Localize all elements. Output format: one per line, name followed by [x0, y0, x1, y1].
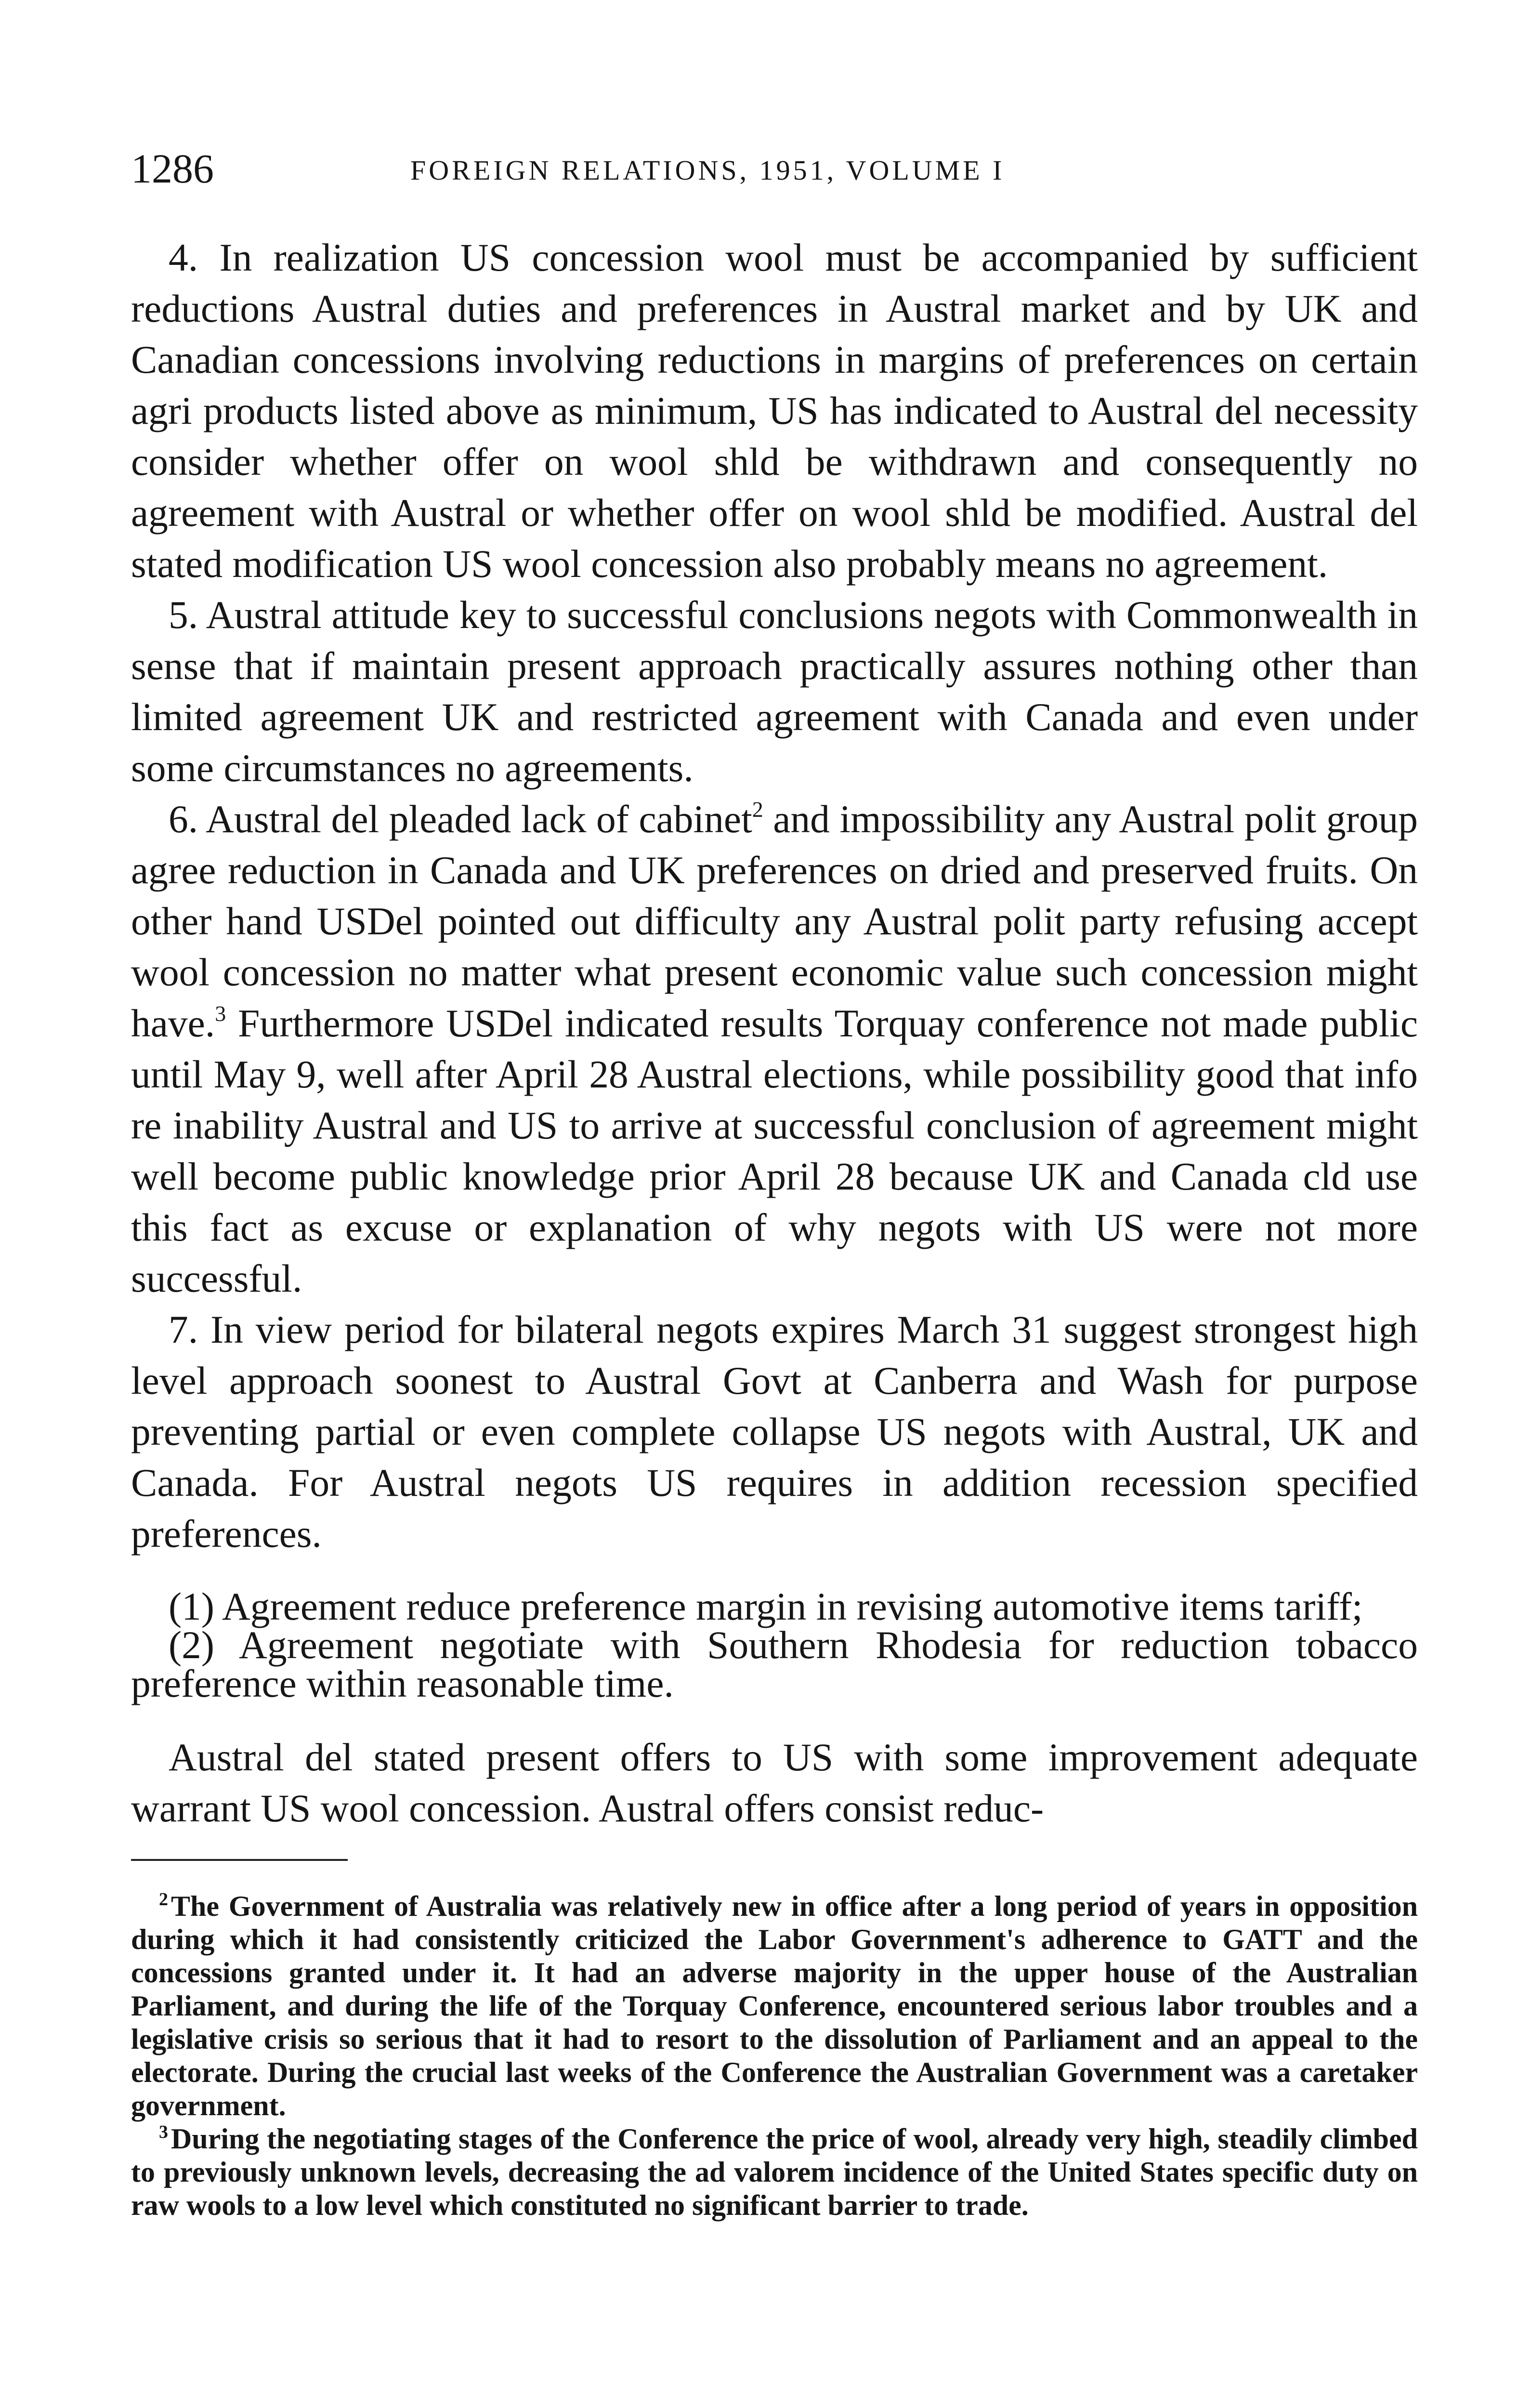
paragraph-8: Austral del stated present offers to US with some improvement adequate warrant US wool concession. Austral offers consist reduc-: [131, 1735, 1418, 1830]
requirement-item-1: (1) Agreement reduce preference margin in revising automotive items tariff;: [169, 1584, 1363, 1628]
paragraph-6-part-2: and impossibility any Austral polit group agree reduction in Canada and UK preferences on dried and preserved fruits. On other hand USDel pointed out difficulty any Austral polit party refusing accept wool concession no matter what present economic value such concession might have.: [131, 797, 1418, 1045]
footnote-3-text: During the negotiating stages of the Conference the price of wool, already very high, steadily climbed to previously unknown levels, decreasing the ad valorem incidence of the United States specific duty on raw wools to a low level which constituted no significant barrier to trade.: [131, 2123, 1418, 2221]
footnote-2: [131, 1890, 1418, 2122]
footnote-3: [131, 2122, 1418, 2222]
body-text: [131, 232, 1418, 1834]
requirement-list: [131, 1584, 1418, 1705]
footnote-2-text: The Government of Australia was relatively new in office after a long period of years in opposition during which it had consistently criticized the Labor Government's adherence to GATT and the concessions granted under it. It had an adverse majority in the upper house of the Australian Parliament, and during the life of the Torquay Conference, encountered serious labor troubles and a legislative crisis so serious that it had to resort to the dissolution of Parliament and an appeal to the electorate. During the crucial last weeks of the Conference the Australian Government was a caretaker government.: [131, 1890, 1418, 2121]
footnote-2-mark: 2: [159, 1889, 168, 1910]
footnote-reference-3[interactable]: 3: [215, 1001, 226, 1026]
requirement-item-2: (2) Agreement negotiate with Southern Rhodesia for reduction tobacco preference within reasonable time.: [131, 1623, 1418, 1705]
footnote-divider: [131, 1859, 348, 1861]
paragraph-7: 7. In view period for bilateral negots expires March 31 suggest strongest high level approach soonest to Austral Govt at Canberra and Wash for purpose preventing partial or even complete collapse US negots with Austral, UK and Canada. For Austral negots US requires in addition recession specified preferences.: [131, 1308, 1418, 1556]
page-number: 1286: [131, 145, 214, 192]
paragraph-4: 4. In realization US concession wool must be accompanied by sufficient reductions Austral duties and preferences in Austral market and by UK and Canadian concessions involving reductions in margins of preferences on certain agri products listed above as minimum, US has indicated to Austral del necessity consider whether offer on wool shld be withdrawn and consequently no agreement with Austral or whether offer on wool shld be modified. Austral del stated modification US wool concession also probably means no agreement.: [131, 236, 1418, 586]
footnote-3-mark: 3: [159, 2122, 168, 2142]
paragraph-6-part-3: Furthermore USDel indicated results Torquay conference not made public until May 9, well after April 28 Austral elections, while possibility good that info re inability Austral and US to arrive at successful conclusion of agreement might well become public knowledge prior April 28 because UK and Canada cld use this fact as excuse or explanation of why negots with US were not more successful.: [131, 1001, 1418, 1300]
document-page: [131, 144, 1418, 2222]
footnotes: [131, 1890, 1418, 2222]
footnote-reference-2[interactable]: 2: [752, 797, 763, 822]
paragraph-5: 5. Austral attitude key to successful conclusions negots with Commonwealth in sense that if maintain present approach practically assures nothing other than limited agreement UK and restricted agreement with Canada and even under some circumstances no agreements.: [131, 593, 1418, 790]
running-head: FOREIGN RELATIONS, 1951, VOLUME I: [410, 155, 1005, 186]
paragraph-6: [131, 794, 1418, 1304]
paragraph-6-part-1: 6. Austral del pleaded lack of cabinet: [169, 797, 752, 841]
page-header: [131, 144, 1418, 202]
